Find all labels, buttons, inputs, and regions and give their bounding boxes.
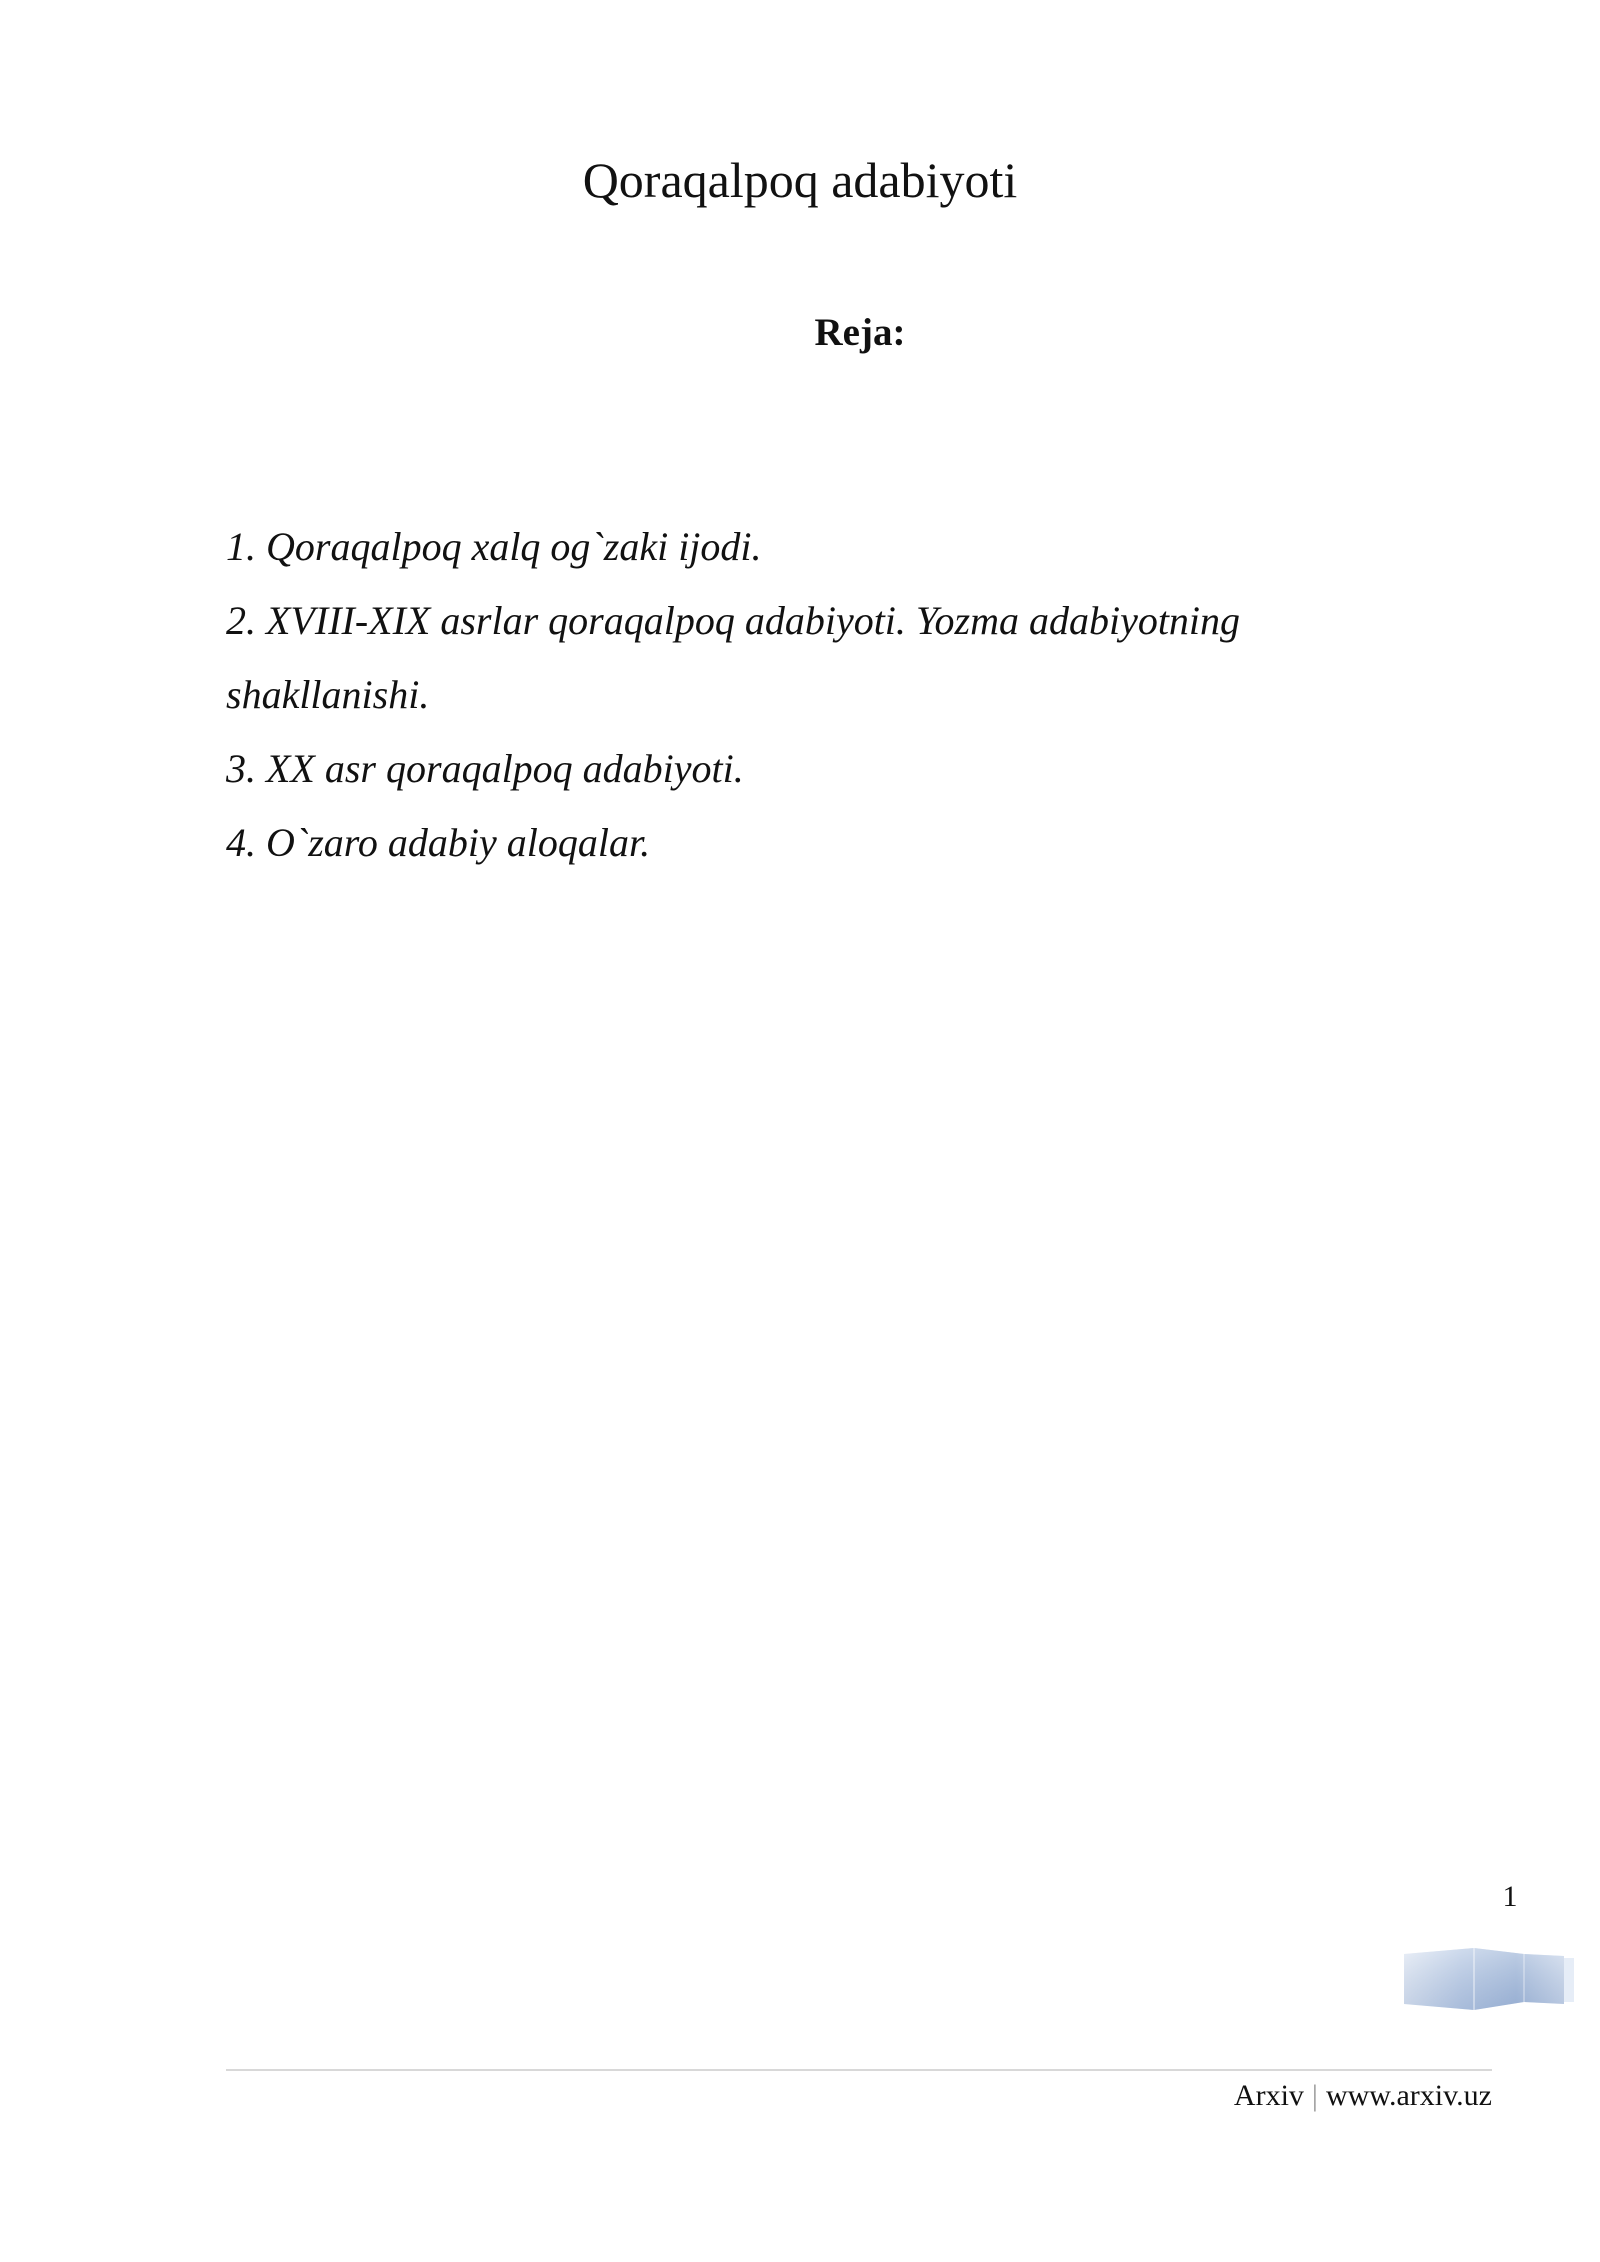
footer	[1234, 2078, 1492, 2114]
plan-item: 4. O`zaro adabiy aloqalar.	[226, 820, 651, 865]
plan-item: 3. XX asr qoraqalpoq adabiyoti.	[226, 746, 744, 791]
document-title: Qoraqalpoq adabiyoti	[582, 152, 1018, 208]
arxiv-banner-graphic-icon	[1404, 1948, 1574, 2010]
footer-site-name: Arxiv	[1233, 2079, 1304, 2112]
plan-heading: Reja:	[814, 311, 906, 354]
footer-url-link[interactable]: www.arxiv.uz	[1325, 2079, 1492, 2112]
plan-list	[226, 510, 1376, 880]
footer-separator: |	[1311, 2079, 1318, 2112]
plan-item: 1. Qoraqalpoq xalq og`zaki ijodi.	[226, 524, 762, 569]
plan-item: 2. XVIII-XIX asrlar qoraqalpoq adabiyoti. Yozma adabiyotning shakllanishi.	[226, 598, 1241, 717]
page-number: 1	[1502, 1880, 1518, 1913]
footer-divider	[226, 2069, 1492, 2071]
